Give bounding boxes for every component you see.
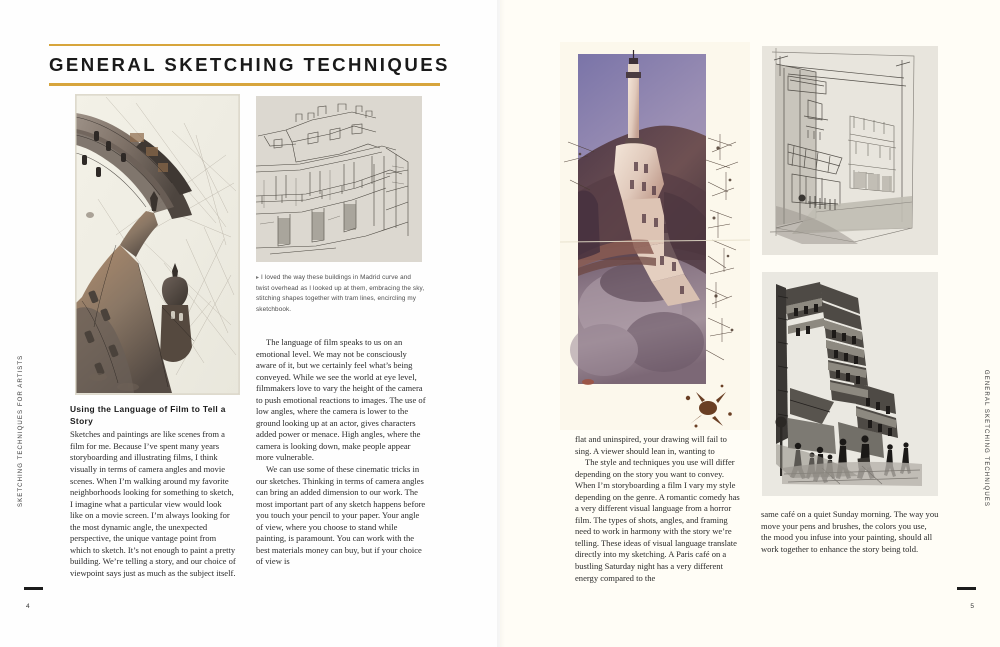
title-rule-bottom <box>49 83 440 85</box>
right-page <box>500 0 1000 647</box>
siena-tower-watercolor <box>560 42 750 430</box>
page-number-left: 4 <box>26 603 30 610</box>
figure-caption <box>256 273 426 315</box>
pen-sketch-building-facade <box>256 96 422 262</box>
running-head-left: SKETCHING TECHNIQUES FOR ARTISTS <box>17 354 24 507</box>
cafe-corner-pencil-sketch <box>762 46 938 255</box>
street-scene-ink-wash <box>762 272 938 496</box>
paragraph: flat and uninspired, your drawing will fail to sing. A viewer should lean in, wanting to <box>575 434 727 456</box>
right-column-two <box>761 509 939 555</box>
paragraph: same café on a quiet Sunday morning. The way you move your pens and brushes, the colors you use, the mood you infuse into your painting, should all work together to enhance the story being told. <box>761 509 939 554</box>
paragraph: We can use some of these cinematic tricks in our sketches. Thinking in terms of camera angles can bring an added dimension to our work. The most important part of any sketch happens before you touch your pencil to your paper. Your angle of view, where you choose to stand while painting, is paramount. You can work with the best materials money can buy, but if your choice of view is <box>256 464 426 567</box>
running-head-right: GENERAL SKETCHING TECHNIQUES <box>983 369 990 507</box>
folio-rule-left <box>24 587 43 591</box>
paragraph: The language of film speaks to us on an emotional level. We may not be consciously aware of it, but we certainly feel what’s being conveyed. While we see the world at eye level, filmmakers love to vary the height of the camera to push emotional reactions to images. The use of low angles, where the camera is lower to the ground looking up at an actor, gives characters added power or menace. High angles, where the camera is looking down, make people appear more vulnerable. <box>256 337 426 463</box>
page-title: GENERAL SKETCHING TECHNIQUES <box>49 54 450 76</box>
left-column-two <box>256 337 426 568</box>
caption-bullet-icon: ▸ <box>256 275 260 281</box>
page-number-right: 5 <box>970 603 974 610</box>
left-column-one <box>70 403 236 579</box>
folio-rule-right <box>957 587 976 591</box>
madrid-buildings-watercolor <box>75 94 240 395</box>
section-subhead: Using the Language of Film to Tell a Story <box>70 404 226 427</box>
caption-text: I loved the way these buildings in Madrid curve and twist overhead as I looked up at them, embracing the sky, stitching shapes together with tram lines, encircling my sketchbook. <box>256 274 425 313</box>
paragraph: Sketches and paintings are like scenes from a film for me. Because I’ve spent many years storyboarding and illustrating films, I think visually in terms of camera angles and movie scenes. When I’m walking around my favorite neighborhoods looking for something to sketch, I imagine what a particular view would look like on a movie screen. I’m always looking for the most dynamic angle, the unexpected perspective, the unique vantage point from which to sketch. It’s not enough to paint a pretty building. We’re telling a story, and our choice of viewpoint says just as much as the subject itself. <box>70 429 236 578</box>
paragraph: The style and techniques you use will differ depending on the story you want to convey. When I’m storyboarding a film I vary my style depending on the genre. A romantic comedy has a very different visual language from a horror film. The types of shots, angles, and framing need to work in harmony with the story we’re telling. These ideas of visual language translate directly into my sketching. A Paris café on a bustling Saturday night has a very different energy compared to the <box>575 457 740 583</box>
right-column-one <box>575 434 745 584</box>
chapter-title-block <box>49 44 450 86</box>
